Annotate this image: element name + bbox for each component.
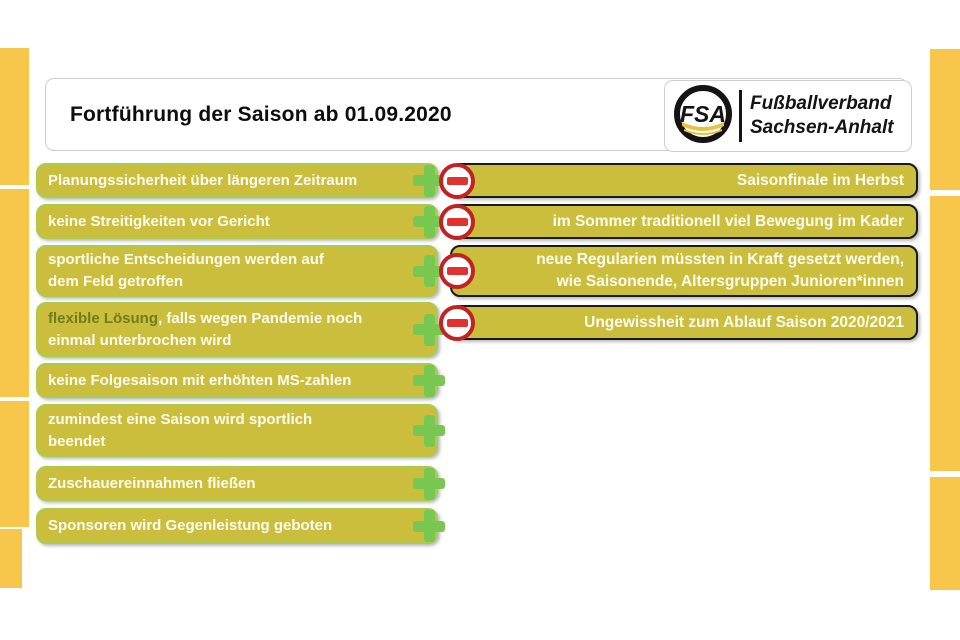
pro-item (36, 363, 438, 398)
con-item (450, 204, 918, 239)
pro-item (36, 404, 438, 457)
logo-divider (739, 90, 742, 142)
con-item-label: im Sommer traditionell viel Bewegung im Kader (552, 212, 904, 230)
con-item (450, 305, 918, 340)
pro-item-label: beendet (48, 432, 106, 450)
plus-icon (413, 415, 445, 447)
con-item-label: wie Saisonende, Altersgruppen Junioren*innen (556, 273, 904, 290)
plus-icon (413, 365, 445, 397)
svg-text:FSA: FSA (680, 100, 726, 127)
org-name-line1: Fußballverband (750, 93, 892, 114)
con-item-label: Saisonfinale im Herbst (736, 171, 904, 189)
gold-block (930, 196, 960, 471)
pro-item-label: Planungssicherheit über längeren Zeitraum (48, 171, 358, 189)
fsa-logo (664, 80, 912, 152)
org-name (750, 92, 894, 140)
pro-item-label: keine Streitigkeiten vor Gericht (48, 212, 270, 230)
pro-item (36, 204, 438, 239)
gold-block (0, 189, 29, 397)
pro-item (36, 163, 438, 198)
fsa-emblem-icon (673, 84, 733, 149)
pro-item (36, 508, 438, 544)
pro-item-label: keine Folgesaison mit erhöhten MS-zahlen (48, 371, 352, 389)
no-entry-icon (439, 305, 475, 341)
pro-item-label: Zuschauereinnahmen fließen (48, 474, 256, 492)
con-item (450, 245, 918, 297)
plus-icon (413, 468, 445, 500)
pro-item-label: Sponsoren wird Gegenleistung geboten (48, 517, 333, 534)
con-item (450, 163, 918, 198)
org-name-line2: Sachsen-Anhalt (750, 117, 894, 138)
gold-block (0, 529, 22, 588)
pro-item-label: flexible Lösung, falls wegen Pandemie noch (48, 309, 363, 327)
no-entry-icon (439, 163, 475, 199)
pro-item-label: dem Feld getroffen (48, 273, 184, 290)
pro-item (36, 466, 438, 501)
page-title: Fortführung der Saison ab 01.09.2020 (70, 102, 452, 126)
no-entry-icon (439, 253, 475, 289)
gold-block (930, 49, 960, 190)
gold-block (930, 477, 960, 590)
con-item-label: Ungewissheit zum Ablauf Saison 2020/2021 (584, 313, 904, 331)
gold-block (0, 48, 29, 185)
con-item-label: neue Regularien müssten in Kraft gesetzt werden, (536, 251, 904, 268)
pro-item (36, 302, 438, 357)
pro-item-label: einmal unterbrochen wird (48, 331, 232, 349)
no-entry-icon (439, 204, 475, 240)
highlighted-text: flexible Lösung (48, 309, 159, 327)
plus-icon (413, 510, 445, 542)
pro-item (36, 245, 438, 297)
pro-item-label: zumindest eine Saison wird sportlich (48, 410, 313, 428)
gold-block (0, 401, 29, 527)
pro-item-label: sportliche Entscheidungen werden auf (48, 251, 324, 268)
